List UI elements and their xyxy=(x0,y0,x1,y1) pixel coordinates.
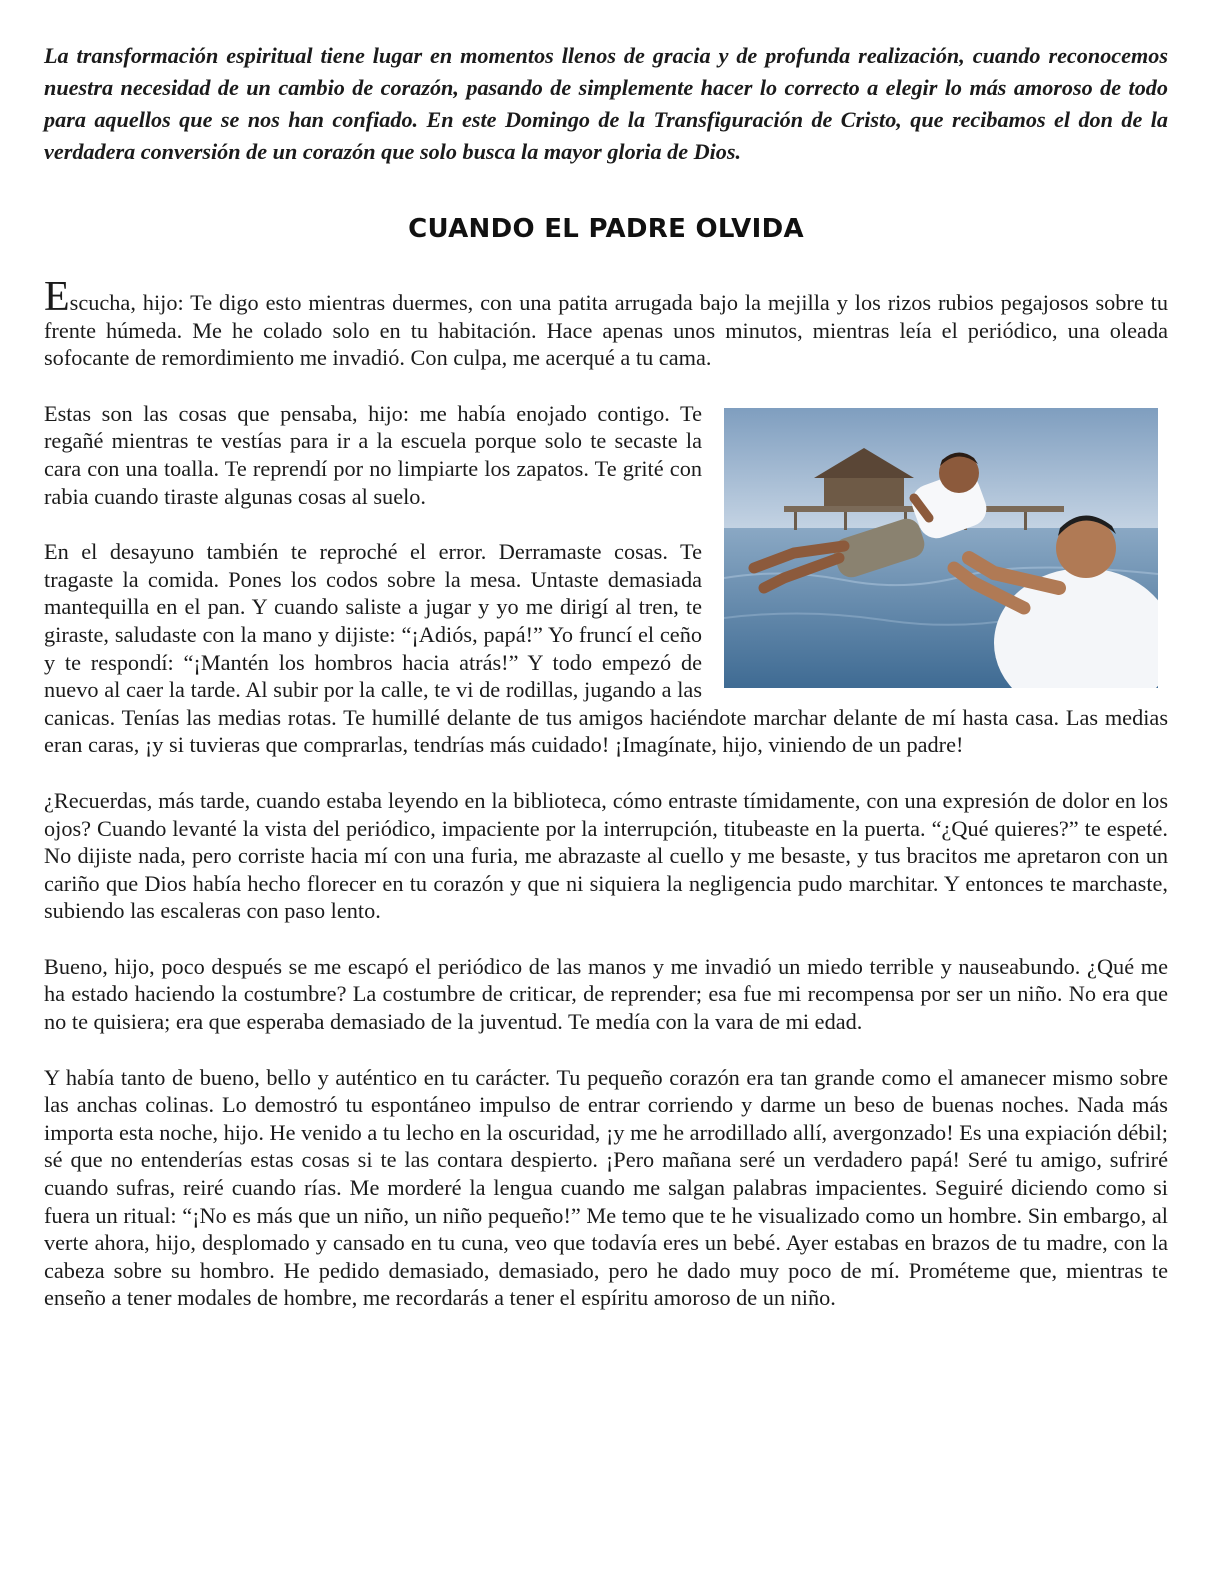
intro-paragraph: La transformación espiritual tiene lugar en momentos llenos de gracia y de profunda realización, cuando reconocemos nuestra necesidad de un cambio de corazón, pasando de simplemente hacer lo correcto a elegir lo más amoroso de todo para aquellos que se nos han confiado. En este Domingo de la Transfiguración de Cristo, que recibamos el don de la verdadera conversión de un corazón que solo busca la mayor gloria de Dios. xyxy=(44,43,1168,164)
paragraph-3: En el desayuno también te reproché el error. Derramaste cosas. Te tragaste la comida. Pones los codos sobre la mesa. Untaste demasiada mantequilla en el pan. Y cuando saliste a jugar y yo me dirigí al tren, te giraste, saludaste con la mano y dijiste: “¡Adiós, papá!” Yo fruncí el ceño y te respondí: “¡Mantén los hombros hacia atrás!” Y todo empezó de nuevo al caer la tarde. Al subir por la calle, te vi de rodillas, jugando a las canicas. Tenías las medias rotas. Te humillé delante de tus amigos haciéndote marchar delante de mí hasta casa. Las medias eran caras, ¡y si tuvieras que comprarlas, tendrías más cuidado! ¡Imagínate, hijo, viniendo de un padre! xyxy=(44,539,1168,758)
drop-cap: E xyxy=(44,274,70,320)
article-title: CUANDO EL PADRE OLVIDA xyxy=(408,214,804,244)
paragraph-2: Estas son las cosas que pensaba, hijo: me había enojado contigo. Te regañé mientras te vestías para ir a la escuela porque solo te secaste la cara con una toalla. Te reprendí por no limpiarte los zapatos. Te grité con rabia cuando tiraste algunas cosas al suelo. xyxy=(44,400,702,509)
page xyxy=(44,40,1168,1340)
paragraph-1 xyxy=(44,274,1168,372)
paragraph-1-text: scucha, hijo: Te digo esto mientras duermes, con una patita arrugada bajo la mejilla y los rizos rubios pegajosos sobre tu frente húmeda. Me he colado solo en tu habitación. Hace apenas unos minutos, mientras leía el periódico, una oleada sofocante de remordimiento me invadió. Con culpa, me acerqué a tu cama. xyxy=(44,290,1168,371)
paragraph-5: Bueno, hijo, poco después se me escapó el periódico de las manos y me invadió un miedo terrible y nauseabundo. ¿Qué me ha estado haciendo la costumbre? La costumbre de criticar, de reprender; esa fue mi recompensa por ser un niño. No era que no te quisiera; era que esperaba demasiado de la juventud. Te medía con la vara de mi edad. xyxy=(44,953,1168,1035)
paragraph-6: Y había tanto de bueno, bello y auténtico en tu carácter. Tu pequeño corazón era tan grande como el amanecer mismo sobre las anchas colinas. Lo demostró tu espontáneo impulso de entrar corriendo y darme un beso de buenas noches. Nada más importa esta noche, hijo. He venido a tu lecho en la oscuridad, ¡y me he arrodillado allí, avergonzado! Es una expiación débil; sé que no entenderías estas cosas si te las contara despierto. ¡Pero mañana seré un verdadero papá! Seré tu amigo, sufriré cuando sufras, reiré cuando rías. Me morderé la lengua cuando me salgan palabras impacientes. Seguiré diciendo como si fuera un ritual: “¡No es más que un niño, un niño pequeño!” Me temo que te he visualizado como un hombre. Sin embargo, al verte ahora, hijo, desplomado y cansado en tu cuna, veo que todavía eres un bebé. Ayer estabas en brazos de tu madre, con la cabeza sobre su hombro. He pedido demasiado, demasiado, pero he dado muy poco de mí. Prométeme que, mientras te enseño a tener modales de hombre, me recordarás a tener el espíritu amoroso de un niño. xyxy=(44,1064,1168,1311)
father-child-photo xyxy=(724,408,1158,688)
photo-illustration xyxy=(724,408,1158,688)
paragraph-4: ¿Recuerdas, más tarde, cuando estaba leyendo en la biblioteca, cómo entraste tímidamente, con una expresión de dolor en los ojos? Cuando levanté la vista del periódico, impaciente por la interrupción, titubeaste en la puerta. “¿Qué quieres?” te espeté. No dijiste nada, pero corriste hacia mí con una furia, me abrazaste al cuello y me besaste, y tus bracitos me apretaron con un cariño que Dios había hecho florecer en tu corazón y que ni siquiera la negligencia pudo marchitar. Y entonces te marchaste, subiendo las escaleras con paso lento. xyxy=(44,787,1168,924)
hut xyxy=(824,478,904,508)
